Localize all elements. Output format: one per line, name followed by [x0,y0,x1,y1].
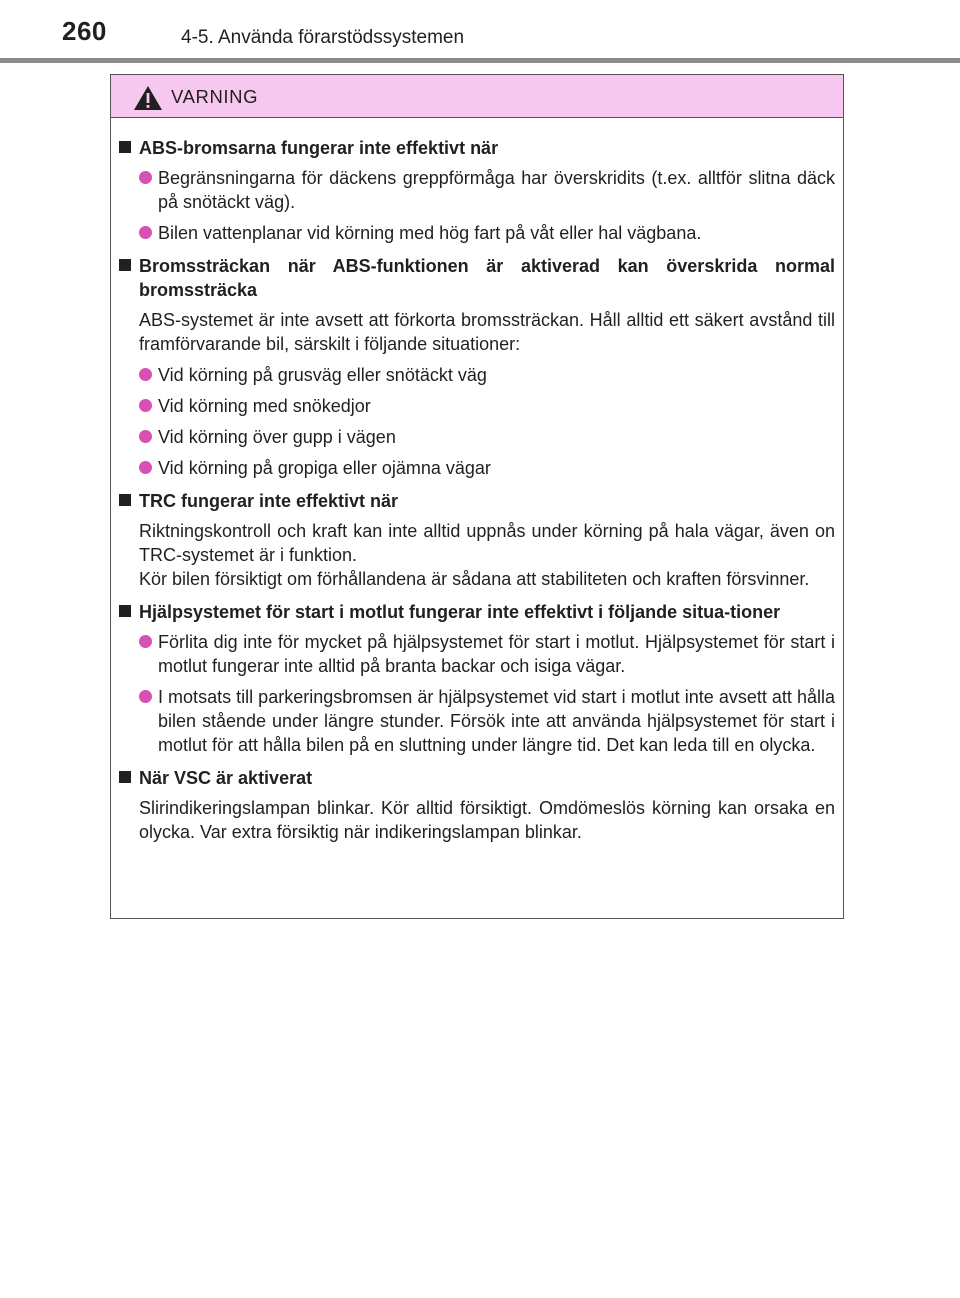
circle-bullet-icon [139,368,152,381]
section-heading [117,600,835,624]
list-item-text: I motsats till parkeringsbromsen är hjälpsystemet vid start i motlut inte avsett att hålla bilen stående under längre stunder. Försök inte att använda hjälpsystemet för start i motlut för att hålla bilen på en sluttning under längre tid. Det kan leda till en olycka. [158,687,835,755]
section-heading-text: Bromssträckan när ABS-funktionen är aktiverad kan överskrida normal bromssträcka [139,256,835,300]
list-item-text: Vid körning över gupp i vägen [158,427,396,447]
section-abs-ineffective [117,136,835,245]
section-heading [117,489,835,513]
list-item [139,630,835,678]
section-heading [117,254,835,302]
list-item [139,166,835,214]
page-header [0,0,960,64]
section-heading [117,766,835,790]
section-vsc-active [117,766,835,844]
square-bullet-icon [119,494,131,506]
list-item-text: Begränsningarna för däckens greppförmåga har överskridits (t.ex. alltför slitna däck på snötäckt väg). [158,168,835,212]
section-heading-text: När VSC är aktiverat [139,768,313,788]
list-item [139,425,835,449]
section-heading-text: TRC fungerar inte effektivt när [139,491,399,511]
list-item-text: Vid körning på gropiga eller ojämna vägar [158,458,491,478]
page-number: 260 [62,16,107,46]
circle-bullet-icon [139,226,152,239]
section-paragraph: Kör bilen försiktigt om förhållandena är sådana att stabiliteten och kraften försvinner. [139,569,810,589]
list-item [139,394,835,418]
warning-label: VARNING [171,86,259,107]
section-paragraph: ABS-systemet är inte avsett att förkorta bromssträckan. Håll alltid ett säkert avstånd till framförvarande bil, särskilt i följande situationer: [139,310,835,354]
warning-header [111,75,843,118]
list-item [139,363,835,387]
section-hill-start-assist [117,600,835,757]
list-item-text: Förlita dig inte för mycket på hjälpsystemet för start i motlut. Hjälpsystemet för start i motlut fungerar inte alltid på branta backar och isiga vägar. [158,632,835,676]
warning-body [111,118,843,844]
circle-bullet-icon [139,430,152,443]
square-bullet-icon [119,259,131,271]
section-braking-distance [117,254,835,480]
section-heading [117,136,835,160]
square-bullet-icon [119,771,131,783]
header-rule [0,58,960,63]
section-paragraph: Riktningskontroll och kraft kan inte alltid uppnås under körning på hala vägar, även on TRC-systemet är i funktion. [139,521,835,565]
section-title: 4-5. Använda förarstödssystemen [181,27,465,48]
section-heading-text: Hjälpsystemet för start i motlut fungerar inte effektivt i följande situa-tioner [139,602,781,622]
list-item [139,456,835,480]
circle-bullet-icon [139,171,152,184]
section-heading-text: ABS-bromsarna fungerar inte effektivt när [139,138,499,158]
list-item-text: Vid körning på grusväg eller snötäckt väg [158,365,487,385]
list-item [139,685,835,757]
circle-bullet-icon [139,690,152,703]
square-bullet-icon [119,141,131,153]
list-item-text: Vid körning med snökedjor [158,396,371,416]
square-bullet-icon [119,605,131,617]
circle-bullet-icon [139,461,152,474]
circle-bullet-icon [139,399,152,412]
section-trc [117,489,835,591]
warning-triangle-icon [133,85,163,111]
warning-box [110,74,844,919]
list-item-text: Bilen vattenplanar vid körning med hög fart på våt eller hal vägbana. [158,223,702,243]
section-paragraph: Slirindikeringslampan blinkar. Kör alltid försiktigt. Omdömeslös körning kan orsaka en olycka. Var extra försiktig när indikeringslampan blinkar. [139,798,835,842]
circle-bullet-icon [139,635,152,648]
list-item [139,221,835,245]
